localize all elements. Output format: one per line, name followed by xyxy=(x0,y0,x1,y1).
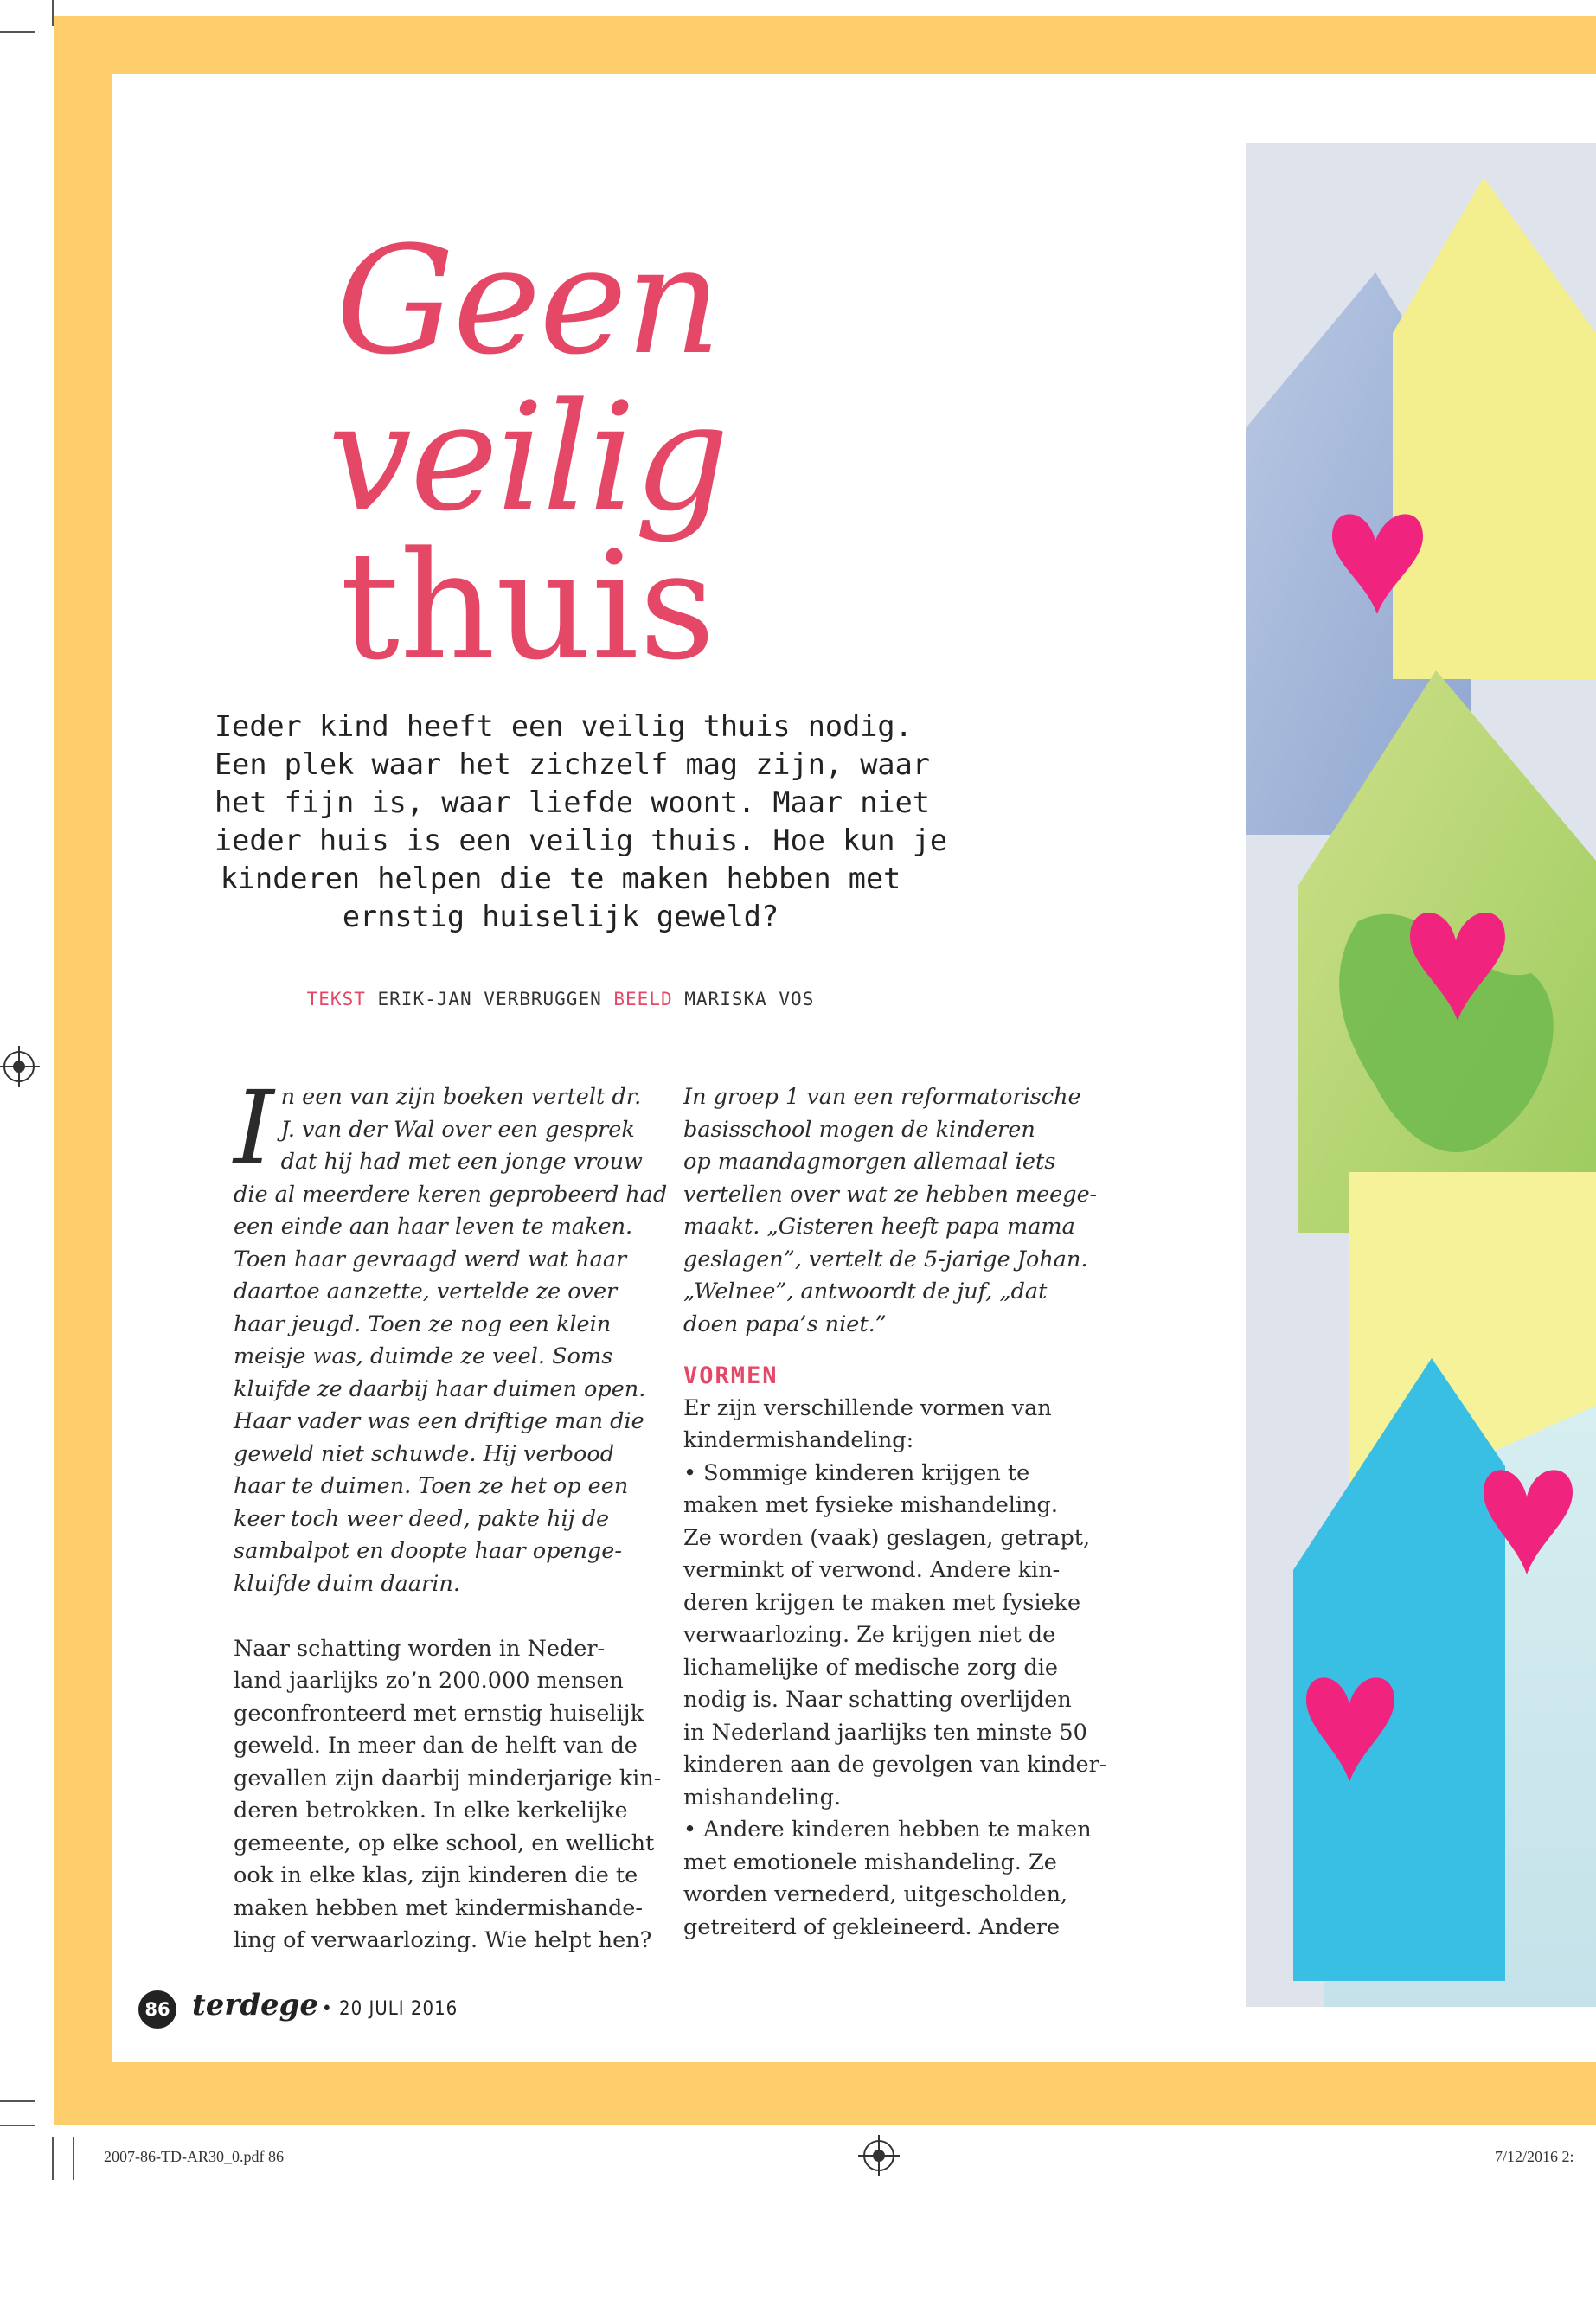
text-line: een einde aan haar leven te maken. xyxy=(234,1214,633,1240)
crop-mark xyxy=(73,2137,74,2180)
text-line: geweld niet schuwde. Hij verbood xyxy=(234,1440,615,1467)
crop-mark xyxy=(52,0,54,26)
right-column xyxy=(683,1081,1116,1944)
intro-paragraph xyxy=(215,708,948,936)
text-line: n een van zijn boeken vertelt dr. xyxy=(280,1084,642,1110)
text-line: op maandagmorgen allemaal iets xyxy=(683,1149,1056,1175)
text-line: lichamelijke of medische zorg die xyxy=(683,1654,1058,1681)
text-line: deren krijgen te maken met fysieke xyxy=(683,1589,1081,1616)
intro-line: Een plek waar het zichzelf mag zijn, waar xyxy=(215,747,930,781)
text-line: verminkt of verwond. Andere kin- xyxy=(683,1557,1061,1583)
text-line: haar jeugd. Toen ze nog een klein xyxy=(234,1311,612,1337)
body-paragraph xyxy=(234,1633,666,1958)
intro-line: het fijn is, waar liefde woont. Maar niet xyxy=(215,785,930,819)
text-line: geslagen”, vertelt de 5-jarige Johan. xyxy=(683,1246,1088,1272)
text-line: doen papa’s niet.” xyxy=(683,1311,887,1337)
registration-mark-icon xyxy=(863,2140,894,2171)
text-line: J. van der Wal over een gesprek xyxy=(280,1116,635,1143)
section-heading: VORMEN xyxy=(683,1362,779,1389)
footer-separator: • xyxy=(322,1998,333,2020)
text-line: vertellen over wat ze hebben meege- xyxy=(683,1181,1098,1208)
text-line: nodig is. Naar schatting overlijden xyxy=(683,1687,1072,1713)
crop-mark xyxy=(0,2100,35,2102)
text-line: In groep 1 van een reformatorische xyxy=(683,1084,1081,1110)
text-line: maken hebben met kindermishande- xyxy=(234,1894,643,1921)
text-line: kluifde duim daarin. xyxy=(234,1570,460,1597)
byline xyxy=(215,989,907,1009)
text-line: deren betrokken. In elke kerkelijke xyxy=(234,1798,628,1823)
text-line: gevallen zijn daarbij minderjarige kin- xyxy=(234,1765,662,1791)
text-line: Toen haar gevraagd werd wat haar xyxy=(234,1246,627,1272)
text-line: die al meerdere keren geprobeerd had xyxy=(234,1181,668,1208)
text-line: daartoe aanzette, vertelde ze over xyxy=(234,1279,618,1304)
drop-cap: I xyxy=(234,1068,274,1188)
text-label: TEKST xyxy=(306,989,366,1009)
text-line: • Sommige kinderen krijgen te xyxy=(683,1459,1030,1486)
text-line: • Andere kinderen hebben te maken xyxy=(683,1817,1092,1843)
text-line: getreiterd of gekleineerd. Andere xyxy=(683,1913,1061,1940)
text-line: maakt. „Gisteren heeft papa mama xyxy=(683,1214,1075,1240)
text-line: ook in elke klas, zijn kinderen die te xyxy=(234,1862,638,1888)
text-line: land jaarlijks zo’n 200.000 mensen xyxy=(234,1668,624,1694)
text-line: sambalpot en doopte haar openge- xyxy=(234,1538,622,1564)
crop-mark xyxy=(0,31,35,33)
paper-houses-illustration xyxy=(1246,143,1596,2007)
text-line: ling of verwaarlozing. Wie helpt hen? xyxy=(234,1927,652,1953)
print-slug-timestamp: 7/12/2016 2: xyxy=(1495,2148,1574,2165)
text-line: keer toch weer deed, pakte hij de xyxy=(234,1505,610,1532)
illustrator-name: MARISKA VOS xyxy=(684,989,815,1009)
text-line: Haar vader was een driftige man die xyxy=(234,1408,644,1434)
intro-line: ernstig huiselijk geweld? xyxy=(342,900,779,933)
date-text: 20 JULI 2016 xyxy=(338,1998,458,2020)
text-line: kindermishandeling: xyxy=(683,1427,914,1453)
page-number: 86 xyxy=(138,1990,176,2029)
text-line: meisje was, duimde ze veel. Soms xyxy=(234,1343,613,1369)
intro-line: kinderen helpen die te maken hebben met xyxy=(220,862,901,895)
text-line: mishandeling. xyxy=(683,1784,842,1811)
title-line-1: Geen veilig xyxy=(327,214,728,544)
text-line: dat hij had met een jonge vrouw xyxy=(280,1149,643,1175)
text-line: kluifde ze daarbij haar duimen open. xyxy=(234,1375,646,1402)
body-paragraph xyxy=(683,1393,1116,1945)
text-line: gemeente, op elke school, en wellicht xyxy=(234,1830,655,1856)
magazine-logo: terdege xyxy=(192,1988,319,2022)
author-name: ERIK-JAN VERBRUGGEN xyxy=(377,989,602,1009)
text-line: „Welnee”, antwoordt de juf, „dat xyxy=(683,1279,1048,1304)
intro-line: Ieder kind heeft een veilig thuis nodig. xyxy=(215,709,913,743)
text-line: met emotionele mishandeling. Ze xyxy=(683,1849,1057,1875)
issue-date xyxy=(322,1998,458,2020)
left-column xyxy=(234,1068,668,1958)
article-title xyxy=(121,214,934,694)
image-label: BEELD xyxy=(613,989,673,1009)
text-line: Naar schatting worden in Neder- xyxy=(234,1635,606,1662)
opening-anecdote xyxy=(234,1068,668,1600)
anecdote-paragraph xyxy=(683,1081,1116,1341)
text-line: verwaarlozing. Ze krijgen niet de xyxy=(683,1622,1056,1648)
intro-line: ieder huis is een veilig thuis. Hoe kun je xyxy=(215,824,948,857)
title-line-2: thuis xyxy=(340,519,715,694)
registration-mark-icon xyxy=(3,1051,35,1082)
text-line: worden vernederd, uitgescholden, xyxy=(683,1881,1068,1907)
crop-mark xyxy=(0,2125,35,2126)
text-line: geweld. In meer dan de helft van de xyxy=(234,1733,638,1759)
crop-mark xyxy=(52,2137,54,2180)
print-slug-filename: 2007-86-TD-AR30_0.pdf 86 xyxy=(104,2148,284,2165)
text-line: haar te duimen. Toen ze het op een xyxy=(234,1473,629,1499)
text-line: basisschool mogen de kinderen xyxy=(683,1116,1035,1143)
text-line: Ze worden (vaak) geslagen, getrapt, xyxy=(683,1524,1091,1551)
text-line: geconfronteerd met ernstig huiselijk xyxy=(234,1700,644,1727)
text-line: in Nederland jaarlijks ten minste 50 xyxy=(683,1719,1087,1746)
text-line: Er zijn verschillende vormen van xyxy=(683,1394,1052,1421)
text-line: kinderen aan de gevolgen van kinder- xyxy=(683,1752,1107,1778)
text-line: maken met fysieke mishandeling. xyxy=(683,1492,1058,1518)
